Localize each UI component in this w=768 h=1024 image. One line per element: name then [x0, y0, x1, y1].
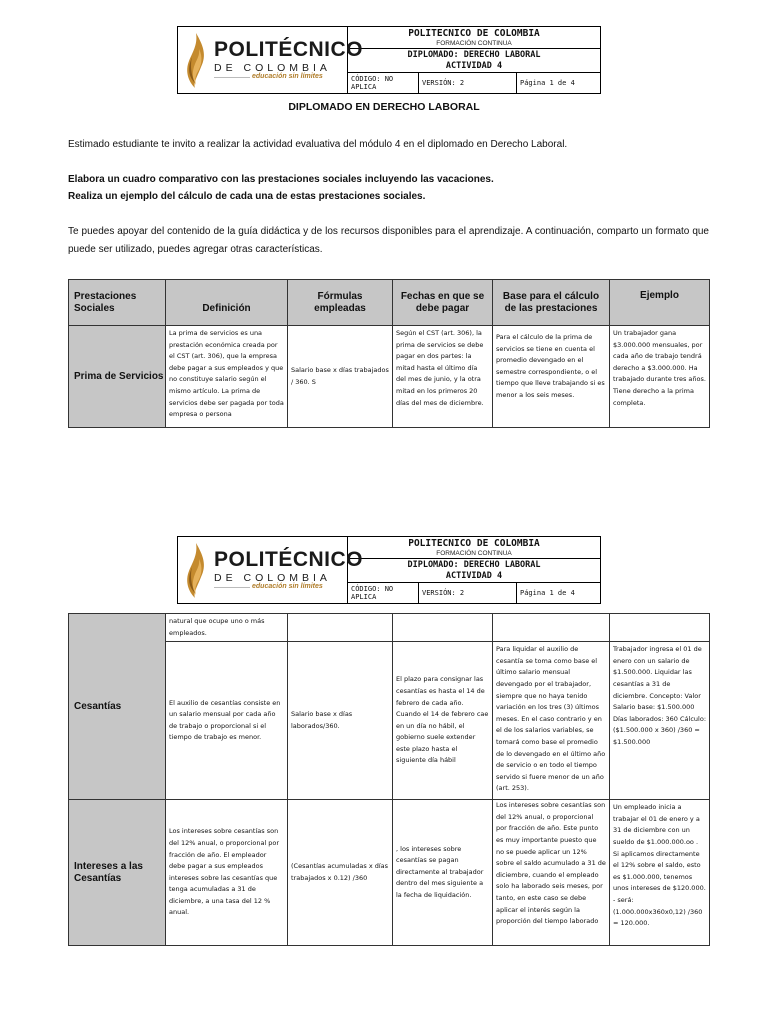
empty-cell: [393, 614, 493, 642]
intereses-base: Los intereses sobre cesantías son del 12% anual, o proporcional por fracción de año. Este punto es muy importante puesto que no se puede aplicar un 12% sobre el saldo acumulado a 31 de diciembre, cuando el empleado solo ha laborado seis meses, por tanto, en este caso se debe aplicar el interés según la proporción del tiempo laborado: [493, 800, 610, 946]
instruction-1: Elabora un cuadro comparativo con las prestaciones sociales incluyendo las vacaciones.: [68, 174, 494, 185]
flame-logo-icon: [183, 31, 209, 89]
cesantias-formula: Salario base x días laborados/360.: [288, 642, 393, 800]
unit-name: FORMACIÓN CONTINUA: [436, 40, 512, 47]
intro-paragraph: Estimado estudiante te invito a realizar la actividad evaluativa del módulo 4 en el diplomado en Derecho Laboral.: [68, 139, 568, 150]
brand-subtitle: DE COLOMBIA: [214, 572, 331, 584]
institution-logo: [178, 537, 364, 603]
course-name: DIPLOMADO: DERECHO LABORAL: [407, 50, 541, 60]
col-header-fechas: Fechas en que se debe pagar: [393, 280, 493, 326]
col-header-prestaciones: Prestaciones Sociales: [69, 280, 166, 326]
cesantias-base: Para liquidar el auxilio de cesantía se toma como base el último salario mensual devengado por el trabajador, siempre que no haya tenido variación en los tres (3) últimos meses. En el caso contrario y en el de los salarios variables, se tomará como base el promedio de lo devengado en el último año de servicio o en todo el tiempo servido si fuere menor de un año (art. 253).: [493, 642, 610, 800]
prima-ejemplo: Un trabajador gana $3.000.000 mensuales, por cada año de trabajo tendrá derecho a $3.000.000. Ha trabajado durante tres años. Tiene derecho a la prima completa.: [610, 326, 710, 428]
col-header-base: Base para el cálculo de las prestaciones: [493, 280, 610, 326]
brand-name: POLITÉCNICO: [214, 38, 364, 61]
unit-name: FORMACIÓN CONTINUA: [436, 550, 512, 557]
version-label: VERSIÓN: 2: [419, 73, 517, 93]
header-meta-row: [348, 583, 600, 603]
institution-name: POLITECNICO DE COLOMBIA: [408, 28, 540, 39]
row-label-cesantias: Cesantías: [69, 614, 166, 800]
brand-subtitle: DE COLOMBIA: [214, 62, 331, 74]
institution-name: POLITECNICO DE COLOMBIA: [408, 538, 540, 549]
prima-definicion-continuation: natural que ocupe uno o más empleados.: [166, 614, 288, 642]
brand-name: POLITÉCNICO: [214, 548, 364, 571]
row-label-intereses: Intereses a las Cesantías: [69, 800, 166, 946]
prima-base: Para el cálculo de la prima de servicios se tiene en cuenta el promedio devengado en el semestre correspondiente, o el tiempo que lleve trabajando si es menor a los seis meses.: [493, 326, 610, 428]
table-header-row: [69, 280, 710, 326]
header-course-cell: [348, 49, 600, 73]
code-label: CÓDIGO: NO APLICA: [348, 583, 419, 603]
header-info: [348, 27, 600, 93]
support-paragraph: Te puedes apoyar del contenido de la guía didáctica y de los recursos disponibles para el aprendizaje. A continuación, comparto un formato que puede ser utilizado, puedes agregar otras características.: [68, 226, 709, 255]
page-label: Página 1 de 4: [520, 589, 575, 597]
table-row: [69, 800, 710, 946]
prima-fechas: Según el CST (art. 306), la prima de servicios se debe pagar en dos partes: la mitad hasta el último día del mes de junio, y la otra mitad en los primeros 20 días del mes de diciembre.: [393, 326, 493, 428]
table-row: [69, 642, 710, 800]
table-row: [69, 614, 710, 642]
intereses-ejemplo: Un empleado inicia a trabajar el 01 de enero y a 31 de diciembre con un sueldo de $1.000.000.oo . Si aplicamos directamente el 12% sobre el saldo, esto es $1.000.000, tenemos unos intereses de $120.000. - será: (1.000.000x360x0,12) /360 = 120.000.: [610, 800, 710, 946]
header-course-cell: [348, 559, 600, 583]
instruction-2: Realiza un ejemplo del cálculo de cada una de estas prestaciones sociales.: [68, 191, 426, 202]
code-label: CÓDIGO: NO APLICA: [348, 73, 419, 93]
document-header-page2: [177, 536, 601, 604]
brand-tagline: educación sin límites: [252, 73, 323, 80]
table-row: [69, 326, 710, 428]
header-meta-row: [348, 73, 600, 93]
document-header: [177, 26, 601, 94]
flame-logo-icon: [183, 541, 209, 599]
empty-cell: [610, 614, 710, 642]
header-institution-cell: [348, 537, 600, 559]
empty-cell: [288, 614, 393, 642]
col-header-definicion: Definición: [166, 280, 288, 326]
activity-name: ACTIVIDAD 4: [445, 571, 503, 581]
brand-tagline: educación sin límites: [252, 583, 323, 590]
col-header-ejemplo: Ejemplo: [610, 280, 710, 326]
col-header-formulas: Fórmulas empleadas: [288, 280, 393, 326]
institution-logo: [178, 27, 364, 93]
intereses-formula: (Cesantías acumuladas x días trabajados x 0.12) /360: [288, 800, 393, 946]
page-label: Página 1 de 4: [520, 79, 575, 87]
brand-divider: [214, 77, 250, 78]
prima-formula: Salario base x días trabajados / 360. S: [288, 326, 393, 428]
prima-definicion: La prima de servicios es una prestación económica creada por el CST (art. 306), que la empresa debe pagar a sus empleados y que no constituye salario según el mismo artículo. La prima de servicios debe ser pagada por toda empresa o persona: [166, 326, 288, 428]
brand-divider: [214, 587, 250, 588]
row-label-prima: Prima de Servicios: [69, 326, 166, 428]
cesantias-definicion: El auxilio de cesantías consiste en un salario mensual por cada año de trabajo o proporcional si el tiempo de trabajo es menor.: [166, 642, 288, 800]
comparison-table-continued: [68, 613, 710, 946]
header-institution-cell: [348, 27, 600, 49]
cesantias-fechas: El plazo para consignar las cesantías es hasta el 14 de febrero de cada año. Cuando el 14 de febrero cae en un día no hábil, el gobierno suele extender este plazo hasta el siguiente día hábil: [393, 642, 493, 800]
activity-name: ACTIVIDAD 4: [445, 61, 503, 71]
intereses-definicion: Los intereses sobre cesantías son del 12% anual, o proporcional por fracción de año. El empleador debe pagar a sus empleados intereses sobre las cesantías que tenga acumuladas a 31 de diciembre, a una tasa del 12 % anual.: [166, 800, 288, 946]
intereses-fechas: , los intereses sobre cesantías se pagan directamente al trabajador dentro del mes siguiente a la fecha de liquidación.: [393, 800, 493, 946]
empty-cell: [493, 614, 610, 642]
comparison-table: [68, 279, 710, 428]
version-label: VERSIÓN: 2: [419, 583, 517, 603]
cesantias-ejemplo: Trabajador ingresa el 01 de enero con un salario de $1.500.000. Liquidar las cesantías a 31 de diciembre. Concepto: Valor Salario base: $1.500.000 Días laborados: 360 Cálculo: ($1.500.000 x 360) /360 = $1.500.000: [610, 642, 710, 800]
course-name: DIPLOMADO: DERECHO LABORAL: [407, 560, 541, 570]
document-title: DIPLOMADO EN DERECHO LABORAL: [288, 101, 480, 113]
header-info: [348, 537, 600, 603]
